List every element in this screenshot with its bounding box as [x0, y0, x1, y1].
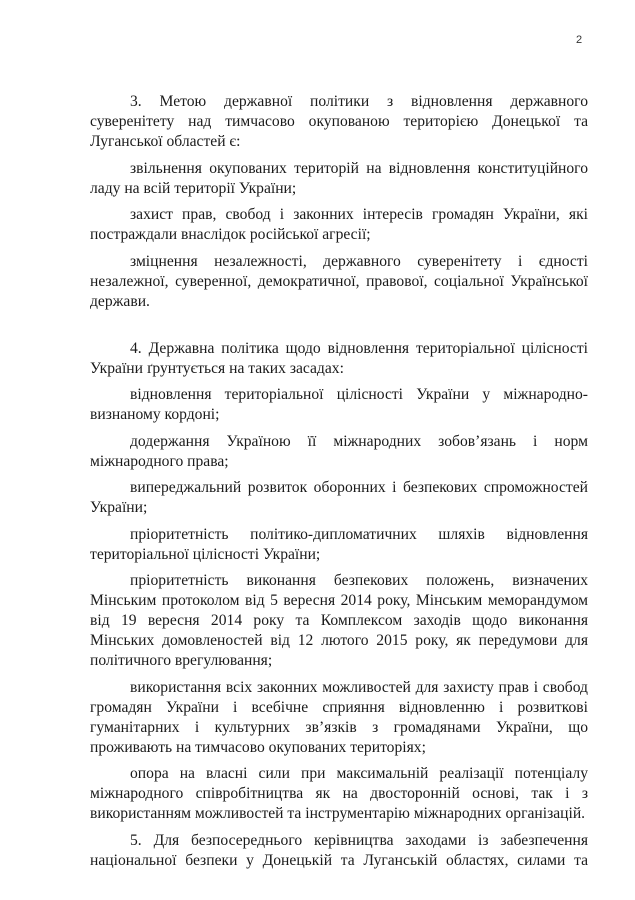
list-item: захист прав, свобод і законних інтересів громадян України, які постраждали внаслідок російської агресії; [90, 206, 588, 243]
list-item: зміцнення незалежності, державного суверенітету і єдності незалежної, суверенної, демократичної, правової, соціальної Української держави. [90, 252, 588, 310]
page-number: 2 [576, 34, 583, 46]
list-item: випереджальний розвиток оборонних і безпекових спроможностей України; [90, 479, 588, 516]
paragraph-5-intro: 5. Для безпосереднього керівництва заходами із забезпечення національної безпеки у Донецькій та Луганській областях, силами та [90, 831, 588, 869]
list-item: пріоритетність виконання безпекових положень, визначених Мінським протоколом від 5 вересня 2014 року, Мінським меморандумом від 19 вересня 2014 року та Комплексом заходів щодо виконання Мінських домовленостей від 12 лютого 2015 року, як передумови для політичного врегулювання; [90, 572, 588, 669]
paragraph-3-intro: 3. Метою державної політики з відновлення державного суверенітету над тимчасово окупованою територією Донецької та Луганської областей є: [90, 93, 588, 150]
list-item: звільнення окупованих територій на відновлення конституційного ладу на всій території України; [90, 159, 588, 197]
list-item: використання всіх законних можливостей для захисту прав і свобод громадян України і всебічне сприяння відновленню і розвиткові гуманітарних і культурних зв’язків з громадянами України, що проживають на тимчасово окупованих територіях; [90, 678, 588, 756]
document-body [90, 92, 588, 877]
list-item: опора на власні сили при максимальній реалізації потенціалу міжнародного співробітництва як на двосторонній основі, так і з використанням можливостей та інструментарію міжнародних організацій. [90, 765, 588, 822]
list-item: пріоритетність політико-дипломатичних шляхів відновлення територіальної цілісності України; [90, 525, 588, 563]
list-item: додержання Україною її міжнародних зобов’язань і норм міжнародного права; [90, 432, 588, 470]
list-item: відновлення територіальної цілісності України у міжнародно-визнаному кордоні; [90, 386, 588, 423]
paragraph-4-intro: 4. Державна політика щодо відновлення територіальної цілісності України ґрунтується на таких засадах: [90, 339, 588, 377]
